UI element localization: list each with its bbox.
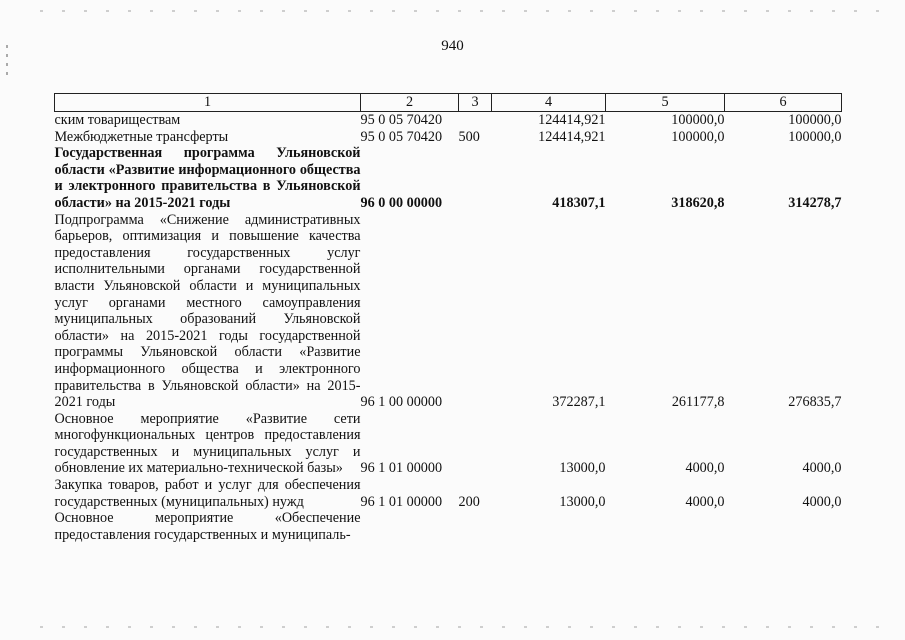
- table-row: [55, 477, 842, 510]
- row-expense-type: [459, 112, 492, 129]
- row-value-col4: 13000,0: [559, 493, 606, 510]
- table-row: [55, 212, 842, 411]
- table-body: [55, 112, 842, 544]
- row-expense-type: [459, 411, 492, 477]
- table-row: [55, 129, 842, 146]
- page-number: 940: [441, 38, 464, 54]
- row-code: [361, 510, 459, 543]
- row-name: Государственная программа Ульяновской области «Развитие информационного общества и электронного правительства в Ульяновской области» на 2015-2021 годы: [54, 145, 361, 211]
- row-expense-type: [459, 145, 492, 211]
- row-value-col5: [606, 510, 725, 543]
- row-expense-type: [459, 510, 492, 543]
- row-name: ским товариществам: [54, 112, 181, 128]
- row-value-col5: 100000,0: [671, 112, 725, 128]
- header-col-5: 5: [606, 94, 725, 112]
- row-value-col5: 4000,0: [685, 460, 725, 477]
- row-name: Основное мероприятие «Развитие сети многофункциональных центров предоставления государственных и муниципальных услуг и обновление их материально-технической базы»: [54, 410, 361, 477]
- row-expense-type: [459, 212, 492, 411]
- row-name: Подпрограмма «Снижение административных барьеров, оптимизация и повышение качества предоставления государственных услуг исполнительными органами государственной власти Ульяновской области и муниципальных услуг органами местного самоуправления муниципальных образований Ульяновской области» на 2015-2021 годы государственной программы Ульяновской области «Развитие информационного общества и электронного правительства в Ульяновской области» на 2015-2021 годы: [54, 211, 361, 411]
- header-col-4: 4: [492, 94, 606, 112]
- row-value-col4: 124414,921: [538, 128, 606, 145]
- row-value-col5: 261177,8: [671, 394, 725, 411]
- row-value-col5: 318620,8: [671, 194, 725, 211]
- row-value-col6: 4000,0: [802, 460, 842, 477]
- header-col-6: 6: [725, 94, 842, 112]
- table-row: [55, 112, 842, 129]
- row-value-col4: 372287,1: [552, 394, 606, 411]
- row-expense-type: 500: [458, 128, 480, 145]
- row-code: 96 1 01 00000: [360, 460, 443, 477]
- row-value-col6: 100000,0: [788, 112, 842, 128]
- table-header: [55, 94, 842, 112]
- row-value-col4: [492, 510, 606, 543]
- row-value-col4: 13000,0: [559, 460, 606, 477]
- header-col-2: 2: [361, 94, 459, 112]
- row-expense-type: 200: [458, 493, 480, 510]
- header-col-1: 1: [55, 94, 361, 112]
- header-col-3: 3: [459, 94, 492, 112]
- row-name: Закупка товаров, работ и услуг для обеспечения государственных (муниципальных) нужд: [54, 477, 361, 510]
- row-value-col4: 124414,921: [538, 112, 606, 128]
- row-code: 95 0 05 70420: [360, 112, 443, 128]
- row-value-col4: 418307,1: [552, 194, 606, 211]
- row-code: 95 0 05 70420: [360, 128, 443, 145]
- row-value-col5: 100000,0: [671, 128, 725, 145]
- row-name: Межбюджетные трансферты: [54, 128, 229, 145]
- budget-table: [54, 93, 842, 543]
- row-value-col6: [725, 510, 842, 543]
- row-name: Основное мероприятие «Обеспечение предоставления государственных и муниципаль-: [54, 510, 361, 543]
- row-value-col6: 4000,0: [802, 493, 842, 510]
- row-value-col6: 100000,0: [788, 128, 842, 145]
- table-row: [55, 411, 842, 477]
- scan-artifact-top: [40, 10, 885, 12]
- row-value-col6: 314278,7: [788, 194, 842, 211]
- table-row: [55, 510, 842, 543]
- row-value-col6: 276835,7: [788, 394, 842, 411]
- scan-artifact-bottom: [40, 626, 885, 628]
- row-code: 96 1 01 00000: [360, 493, 443, 510]
- row-value-col5: 4000,0: [685, 493, 725, 510]
- table-row: [55, 145, 842, 211]
- row-code: 96 1 00 00000: [360, 394, 443, 411]
- row-code: 96 0 00 00000: [360, 194, 443, 211]
